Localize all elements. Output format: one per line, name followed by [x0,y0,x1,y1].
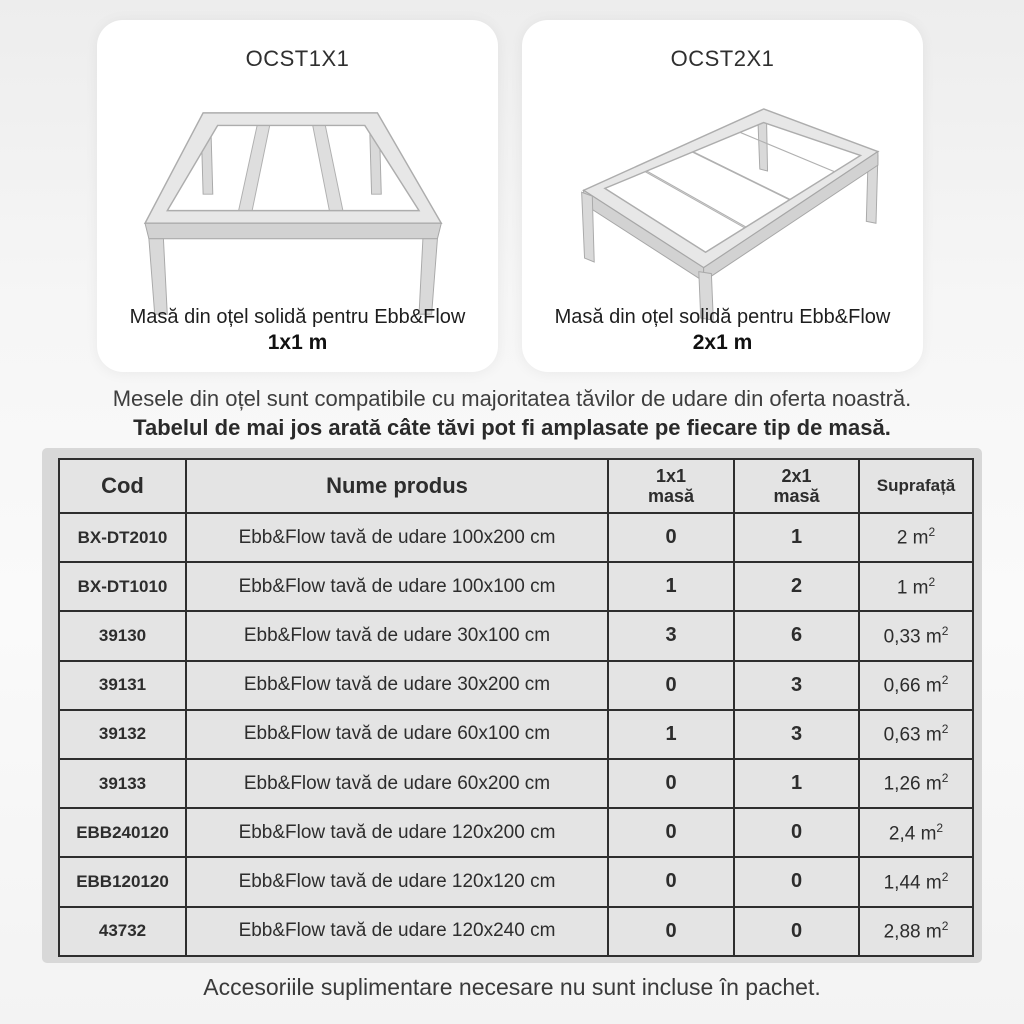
col-header-2x1-line2: masă [773,486,820,506]
product-caption-text: Masă din oțel solidă pentru Ebb&Flow [554,306,891,328]
table-row [59,857,973,906]
cod-cell: 39133 [59,759,186,808]
product-size-text: 2x1 m [692,331,753,354]
name-cell: Ebb&Flow tavă de udare 120x240 cm [186,907,608,956]
cod-cell: 39130 [59,611,186,660]
count-1x1-cell: 0 [608,907,734,956]
cod-cell: 43732 [59,907,186,956]
product-caption-text: Masă din oțel solidă pentru Ebb&Flow [129,306,466,328]
surface-cell: 2 $m^2$ [859,513,973,562]
footnote-text: Accesoriile suplimentare necesare nu sunt incluse în pachet. [203,974,821,1000]
count-2x1-cell: 3 [734,710,859,759]
product-card-1x1 [97,20,498,372]
product-size-text: 1x1 m [267,331,328,354]
surface-cell: 2,4 $m^2$ [859,808,973,857]
table-row [59,562,973,611]
product-caption [97,304,498,356]
table-body [59,513,973,956]
col-header-cod: Cod [59,459,186,513]
surface-cell: 1 $m^2$ [859,562,973,611]
count-2x1-cell: 0 [734,808,859,857]
table-header-row [59,459,973,513]
cod-cell: EBB120120 [59,857,186,906]
product-code-title: OCST2X1 [670,46,775,71]
col-header-1x1-line1: 1x1 [655,466,687,486]
name-cell: Ebb&Flow tavă de udare 30x200 cm [186,661,608,710]
intro-line-1: Mesele din oțel sunt compatibile cu majoritatea tăvilor de udare din oferta noastră. [112,386,912,411]
surface-cell: 2,88 $m^2$ [859,907,973,956]
col-header-2x1-masa [734,459,859,513]
compatibility-table-panel [42,448,982,963]
count-2x1-cell: 1 [734,759,859,808]
surface-cell: 0,63 $m^2$ [859,710,973,759]
count-1x1-cell: 1 [608,562,734,611]
table-row [59,907,973,956]
table-row [59,661,973,710]
col-header-nume-produs: Nume produs [186,459,608,513]
count-1x1-cell: 0 [608,759,734,808]
col-header-suprafata: Suprafață [859,459,973,513]
product-code-title: OCST1X1 [245,46,350,71]
surface-cell: 1,44 $m^2$ [859,857,973,906]
count-2x1-cell: 6 [734,611,859,660]
count-1x1-cell: 0 [608,661,734,710]
count-1x1-cell: 0 [608,513,734,562]
table-row [59,611,973,660]
steel-frame-1x1-image [133,78,463,322]
col-header-1x1-line2: masă [647,486,695,506]
name-cell: Ebb&Flow tavă de udare 60x100 cm [186,710,608,759]
intro-line-2: Tabelul de mai jos arată câte tăvi pot fi amplasate pe fiecare tip de masă. [133,415,891,440]
table-row [59,513,973,562]
name-cell: Ebb&Flow tavă de udare 120x120 cm [186,857,608,906]
col-header-1x1-masa [608,459,734,513]
table-row [59,759,973,808]
cod-cell: BX-DT1010 [59,562,186,611]
compatibility-table [58,458,974,957]
count-2x1-cell: 0 [734,907,859,956]
count-1x1-cell: 3 [608,611,734,660]
intro-paragraph [0,385,1024,442]
name-cell: Ebb&Flow tavă de udare 120x200 cm [186,808,608,857]
count-1x1-cell: 1 [608,710,734,759]
col-header-2x1-line1: 2x1 [781,466,812,486]
count-2x1-cell: 2 [734,562,859,611]
count-2x1-cell: 0 [734,857,859,906]
product-card-2x1 [522,20,923,372]
count-1x1-cell: 0 [608,808,734,857]
name-cell: Ebb&Flow tavă de udare 30x100 cm [186,611,608,660]
name-cell: Ebb&Flow tavă de udare 100x100 cm [186,562,608,611]
cod-cell: BX-DT2010 [59,513,186,562]
product-caption [522,304,923,356]
count-2x1-cell: 1 [734,513,859,562]
count-2x1-cell: 3 [734,661,859,710]
cod-cell: 39132 [59,710,186,759]
count-1x1-cell: 0 [608,857,734,906]
product-cards [97,20,926,372]
cod-cell: 39131 [59,661,186,710]
table-row [59,808,973,857]
surface-cell: 0,33 $m^2$ [859,611,973,660]
name-cell: Ebb&Flow tavă de udare 60x200 cm [186,759,608,808]
name-cell: Ebb&Flow tavă de udare 100x200 cm [186,513,608,562]
surface-cell: 1,26 $m^2$ [859,759,973,808]
table-row [59,710,973,759]
steel-frame-2x1-image [558,78,888,322]
cod-cell: EBB240120 [59,808,186,857]
surface-cell: 0,66 $m^2$ [859,661,973,710]
